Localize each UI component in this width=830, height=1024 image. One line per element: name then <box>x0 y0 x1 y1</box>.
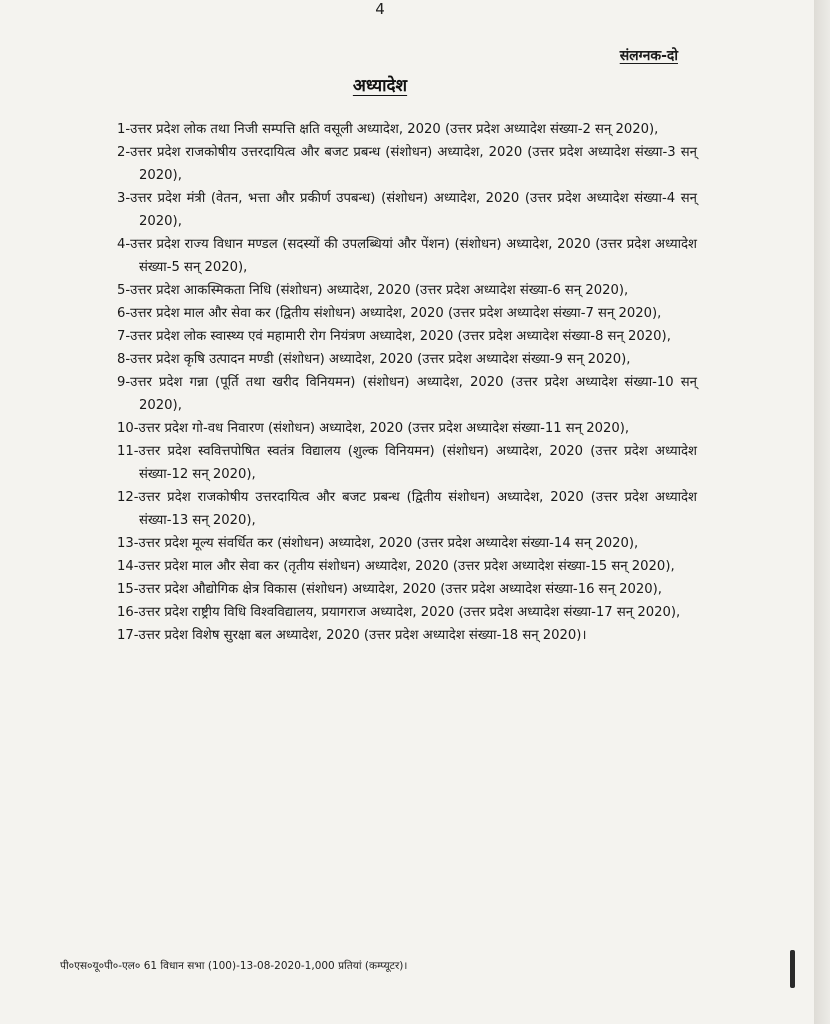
list-item: 9-उत्तर प्रदेश गन्ना (पूर्ति तथा खरीद विनियमन) (संशोधन) अध्यादेश, 2020 (उत्तर प्रदेश अध्यादेश संख्या-10 सन् 2020), <box>117 375 697 413</box>
list-item: 10-उत्तर प्रदेश गो-वध निवारण (संशोधन) अध्यादेश, 2020 (उत्तर प्रदेश अध्यादेश संख्या-11 सन् 2020), <box>117 421 630 436</box>
list-item: 2-उत्तर प्रदेश राजकोषीय उत्तरदायित्व और बजट प्रबन्ध (संशोधन) अध्यादेश, 2020 (उत्तर प्रदेश अध्यादेश संख्या-3 सन् 2020), <box>117 145 697 183</box>
binder-mark <box>790 950 795 988</box>
list-item: 3-उत्तर प्रदेश मंत्री (वेतन, भत्ता और प्रकीर्ण उपबन्ध) (संशोधन) अध्यादेश, 2020 (उत्तर प्रदेश अध्यादेश संख्या-4 सन् 2020), <box>117 191 697 229</box>
document-title: अध्यादेश <box>352 76 408 96</box>
list-item: 12-उत्तर प्रदेश राजकोषीय उत्तरदायित्व और बजट प्रबन्ध (द्वितीय संशोधन) अध्यादेश, 2020 (उत्तर प्रदेश अध्यादेश संख्या-13 सन् 2020), <box>117 490 697 528</box>
list-item: 14-उत्तर प्रदेश माल और सेवा कर (तृतीय संशोधन) अध्यादेश, 2020 (उत्तर प्रदेश अध्यादेश संख्या-15 सन् 2020), <box>117 559 675 574</box>
list-item: 11-उत्तर प्रदेश स्ववित्तपोषित स्वतंत्र विद्यालय (शुल्क विनियमन) (संशोधन) अध्यादेश, 2020 (उत्तर प्रदेश अध्यादेश संख्या-12 सन् 2020), <box>117 444 697 482</box>
list-item: 5-उत्तर प्रदेश आकस्मिकता निधि (संशोधन) अध्यादेश, 2020 (उत्तर प्रदेश अध्यादेश संख्या-6 सन् 2020), <box>117 283 629 298</box>
list-item: 16-उत्तर प्रदेश राष्ट्रीय विधि विश्वविद्यालय, प्रयागराज अध्यादेश, 2020 (उत्तर प्रदेश अध्यादेश संख्या-17 सन् 2020), <box>117 605 681 620</box>
list-item: 15-उत्तर प्रदेश औद्योगिक क्षेत्र विकास (संशोधन) अध्यादेश, 2020 (उत्तर प्रदेश अध्यादेश संख्या-16 सन् 2020), <box>117 582 662 597</box>
list-item: 6-उत्तर प्रदेश माल और सेवा कर (द्वितीय संशोधन) अध्यादेश, 2020 (उत्तर प्रदेश अध्यादेश संख्या-7 सन् 2020), <box>117 306 662 321</box>
list-item: 8-उत्तर प्रदेश कृषि उत्पादन मण्डी (संशोधन) अध्यादेश, 2020 (उत्तर प्रदेश अध्यादेश संख्या-9 सन् 2020), <box>117 352 631 367</box>
page-number: 4 <box>375 0 385 18</box>
list-item: 17-उत्तर प्रदेश विशेष सुरक्षा बल अध्यादेश, 2020 (उत्तर प्रदेश अध्यादेश संख्या-18 सन् 2020)। <box>117 628 587 643</box>
ordinance-list <box>117 118 697 647</box>
page-edge <box>814 0 830 1024</box>
list-item: 7-उत्तर प्रदेश लोक स्वास्थ्य एवं महामारी रोग नियंत्रण अध्यादेश, 2020 (उत्तर प्रदेश अध्यादेश संख्या-8 सन् 2020), <box>117 329 671 344</box>
list-item: 4-उत्तर प्रदेश राज्य विधान मण्डल (सदस्यों की उपलब्धियां और पेंशन) (संशोधन) अध्यादेश, 2020 (उत्तर प्रदेश अध्यादेश संख्या-5 सन् 2020), <box>117 237 697 275</box>
annexure-label: संलग्नक-दो <box>619 48 678 64</box>
list-item: 13-उत्तर प्रदेश मूल्य संवर्धित कर (संशोधन) अध्यादेश, 2020 (उत्तर प्रदेश अध्यादेश संख्या-14 सन् 2020), <box>117 536 639 551</box>
print-footer: पी०एस०यू०पी०-एल० 61 विधान सभा (100)-13-08-2020-1,000 प्रतियां (कम्प्यूटर)। <box>60 960 408 972</box>
list-item: 1-उत्तर प्रदेश लोक तथा निजी सम्पत्ति क्षति वसूली अध्यादेश, 2020 (उत्तर प्रदेश अध्यादेश संख्या-2 सन् 2020), <box>117 122 659 137</box>
